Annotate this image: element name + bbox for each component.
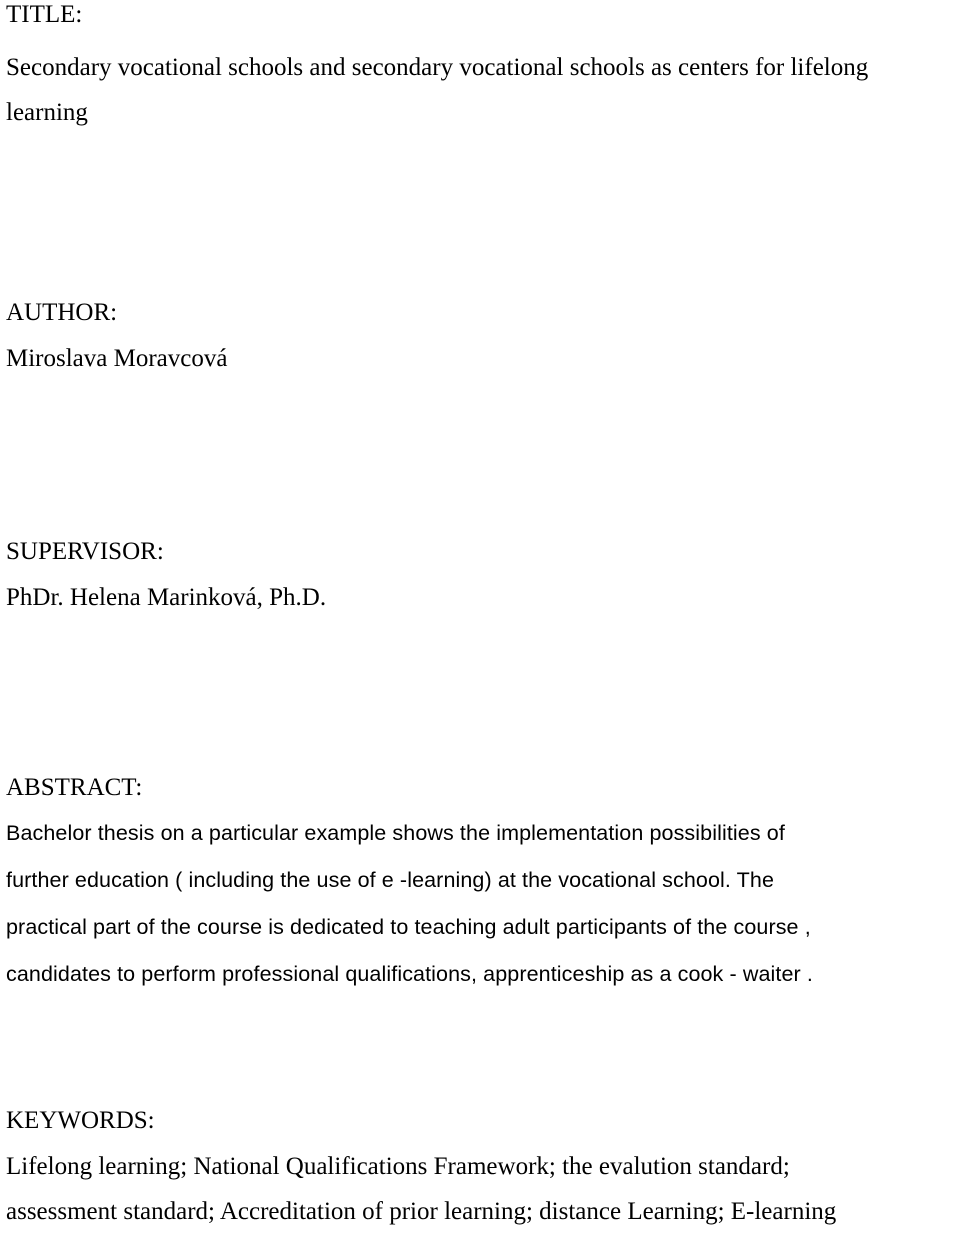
title-heading: TITLE:	[6, 1, 83, 28]
supervisor-heading: SUPERVISOR:	[6, 538, 164, 565]
keywords-text	[6, 1144, 960, 1234]
title-line: Secondary vocational schools and secondary vocational schools as centers for lifelong	[6, 54, 869, 81]
abstract-text	[6, 810, 960, 998]
abstract-line: candidates to perform professional qualifications, apprenticeship as a cook - waiter .	[6, 962, 813, 986]
author-name: Miroslava Moravcová	[6, 345, 228, 372]
keywords-line: assessment standard; Accreditation of prior learning; distance Learning; E-learning	[6, 1198, 837, 1225]
abstract-heading: ABSTRACT:	[6, 774, 143, 801]
author-heading: AUTHOR:	[6, 299, 118, 326]
abstract-line: Bachelor thesis on a particular example shows the implementation possibilities of	[6, 821, 785, 845]
keywords-line: Lifelong learning; National Qualifications Framework; the evalution standard;	[6, 1153, 790, 1180]
abstract-line: further education ( including the use of e -learning) at the vocational school. The	[6, 868, 775, 892]
title-line: learning	[6, 99, 88, 126]
supervisor-name: PhDr. Helena Marinková, Ph.D.	[6, 584, 327, 611]
abstract-line: practical part of the course is dedicated to teaching adult participants of the course ,	[6, 915, 811, 939]
keywords-heading: KEYWORDS:	[6, 1107, 155, 1134]
title-text	[6, 45, 960, 135]
